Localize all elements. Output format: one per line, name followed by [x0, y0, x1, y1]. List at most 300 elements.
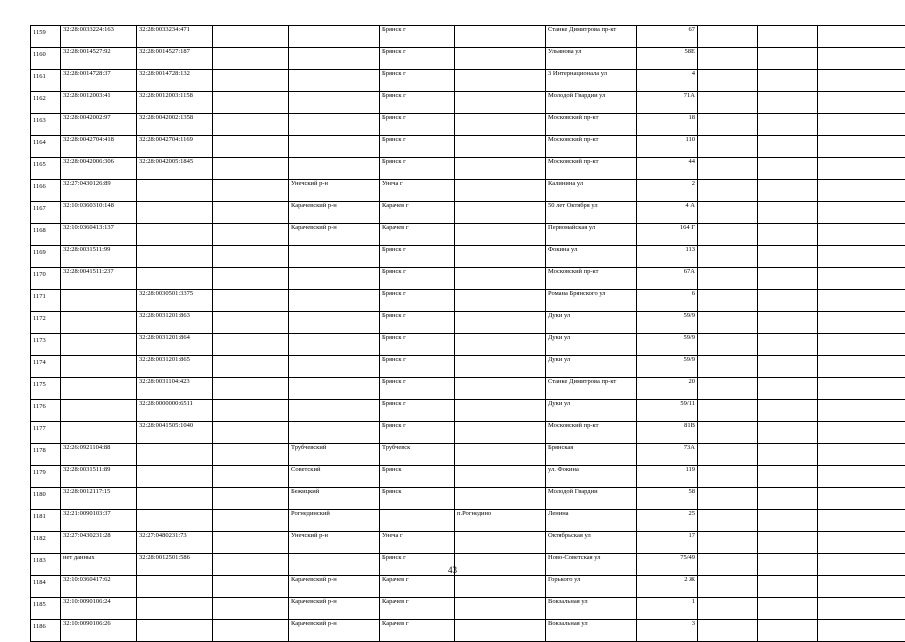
- table-cell: Романа Брянского ул: [546, 290, 637, 312]
- table-cell: [698, 70, 758, 92]
- table-cell: 32:28:0042005:1845: [137, 158, 213, 180]
- table-cell: 1160: [31, 48, 61, 70]
- table-cell: [213, 488, 289, 510]
- table-cell: 32:28:0014527:92: [61, 48, 137, 70]
- table-cell: Унеча г: [380, 180, 455, 202]
- table-cell: [818, 114, 905, 136]
- table-cell: Горького ул: [546, 576, 637, 598]
- table-cell: Бежицкий: [289, 488, 380, 510]
- table-cell: [289, 290, 380, 312]
- table-cell: [213, 48, 289, 70]
- table-cell: [758, 334, 818, 356]
- table-cell: [758, 26, 818, 48]
- table-cell: [698, 356, 758, 378]
- table-cell: [758, 422, 818, 444]
- table-cell: [137, 466, 213, 488]
- table-cell: Брянск г: [380, 136, 455, 158]
- table-cell: [213, 334, 289, 356]
- table-cell: 32:28:0031511:89: [61, 466, 137, 488]
- table-cell: [758, 620, 818, 642]
- table-cell: [698, 532, 758, 554]
- table-cell: [289, 268, 380, 290]
- table-cell: 110: [637, 136, 698, 158]
- table-cell: Фокина ул: [546, 246, 637, 268]
- table-cell: 32:28:0031201:864: [137, 334, 213, 356]
- table-cell: Унечский р-н: [289, 180, 380, 202]
- table-cell: [455, 158, 546, 180]
- table-cell: Молодой Гвардии ул: [546, 92, 637, 114]
- table-cell: 164 Г: [637, 224, 698, 246]
- table-cell: Брянск г: [380, 158, 455, 180]
- table-cell: Карачевский р-н: [289, 202, 380, 224]
- table-cell: [818, 136, 905, 158]
- table-row: [31, 26, 905, 48]
- table-cell: Карачевский р-н: [289, 224, 380, 246]
- table-cell: Московский пр-кт: [546, 136, 637, 158]
- table-cell: [289, 136, 380, 158]
- table-row: [31, 598, 905, 620]
- table-cell: 2: [637, 180, 698, 202]
- table-cell: [818, 488, 905, 510]
- table-cell: 1170: [31, 268, 61, 290]
- table-cell: [61, 290, 137, 312]
- table-cell: [61, 400, 137, 422]
- table-cell: [758, 466, 818, 488]
- table-cell: 32:10:0360310:148: [61, 202, 137, 224]
- table-cell: Брянск г: [380, 554, 455, 576]
- table-cell: 59/9: [637, 356, 698, 378]
- table-cell: [61, 312, 137, 334]
- table-cell: Вокзальная ул: [546, 598, 637, 620]
- table-cell: [698, 202, 758, 224]
- table-cell: 32:28:0000000:6511: [137, 400, 213, 422]
- table-cell: Московский пр-кт: [546, 422, 637, 444]
- table-cell: 32:28:0031104:423: [137, 378, 213, 400]
- table-cell: [213, 466, 289, 488]
- table-cell: Ново-Советская ул: [546, 554, 637, 576]
- table-row: [31, 158, 905, 180]
- table-cell: [818, 180, 905, 202]
- table-cell: 32:28:0014728:37: [61, 70, 137, 92]
- table-cell: [818, 334, 905, 356]
- table-cell: [213, 136, 289, 158]
- table-cell: 32:28:0042006:306: [61, 158, 137, 180]
- table-cell: 32:28:0031511:99: [61, 246, 137, 268]
- table-cell: [698, 48, 758, 70]
- table-cell: 50 лет Октября ул: [546, 202, 637, 224]
- table-cell: [213, 158, 289, 180]
- table-cell: Станке Димитрова пр-кт: [546, 26, 637, 48]
- table-cell: [758, 48, 818, 70]
- table-cell: 17: [637, 532, 698, 554]
- table-cell: [698, 26, 758, 48]
- table-cell: Брянская: [546, 444, 637, 466]
- table-cell: [698, 620, 758, 642]
- table-cell: [289, 114, 380, 136]
- table-cell: Карачев г: [380, 576, 455, 598]
- table-cell: [289, 246, 380, 268]
- table-cell: 32:28:0041511:237: [61, 268, 137, 290]
- table-cell: [137, 444, 213, 466]
- table-row: [31, 48, 905, 70]
- table-cell: [698, 158, 758, 180]
- table-row: [31, 312, 905, 334]
- table-cell: 1177: [31, 422, 61, 444]
- page-number: 43: [0, 565, 905, 575]
- table-cell: [818, 224, 905, 246]
- table-cell: [698, 92, 758, 114]
- table-cell: Брянск г: [380, 26, 455, 48]
- table-cell: [455, 26, 546, 48]
- table-cell: 73А: [637, 444, 698, 466]
- table-cell: [213, 224, 289, 246]
- table-cell: [137, 598, 213, 620]
- table-cell: 32:28:0041505:1040: [137, 422, 213, 444]
- table-cell: [213, 92, 289, 114]
- table-cell: [758, 202, 818, 224]
- table-cell: [698, 510, 758, 532]
- table-cell: 32:10:0090106:24: [61, 598, 137, 620]
- table-cell: [61, 378, 137, 400]
- table-cell: Дуки ул: [546, 312, 637, 334]
- table-cell: [758, 158, 818, 180]
- table-cell: [818, 246, 905, 268]
- table-cell: п.Рогнедино: [455, 510, 546, 532]
- table-row: [31, 400, 905, 422]
- table-cell: 1171: [31, 290, 61, 312]
- table-cell: [758, 576, 818, 598]
- table-cell: [213, 620, 289, 642]
- table-cell: [698, 246, 758, 268]
- table-cell: [213, 510, 289, 532]
- table-cell: [455, 378, 546, 400]
- table-cell: ул. Фокина: [546, 466, 637, 488]
- table-cell: [213, 532, 289, 554]
- table-cell: Рогнединский: [289, 510, 380, 532]
- table-cell: [455, 70, 546, 92]
- register-table: [30, 25, 905, 642]
- table-cell: [289, 26, 380, 48]
- table-cell: Брянск г: [380, 422, 455, 444]
- table-cell: [137, 224, 213, 246]
- table-cell: 67А: [637, 268, 698, 290]
- table-cell: [818, 70, 905, 92]
- table-cell: [818, 268, 905, 290]
- table-cell: [818, 312, 905, 334]
- table-cell: [698, 224, 758, 246]
- table-cell: [455, 488, 546, 510]
- table-cell: 1163: [31, 114, 61, 136]
- table-cell: 1182: [31, 532, 61, 554]
- table-cell: [698, 598, 758, 620]
- table-cell: Карачевский р-н: [289, 576, 380, 598]
- table-cell: 58Е: [637, 48, 698, 70]
- table-cell: 1166: [31, 180, 61, 202]
- table-cell: [818, 356, 905, 378]
- table-cell: [137, 576, 213, 598]
- table-cell: [698, 444, 758, 466]
- table-cell: [455, 422, 546, 444]
- table-cell: [455, 444, 546, 466]
- table-cell: 1181: [31, 510, 61, 532]
- table-cell: 25: [637, 510, 698, 532]
- table-cell: 32:26:0921104:88: [61, 444, 137, 466]
- table-cell: [137, 620, 213, 642]
- table-cell: [818, 510, 905, 532]
- table-cell: 1168: [31, 224, 61, 246]
- table-cell: 3 Интернационала ул: [546, 70, 637, 92]
- table-cell: 1169: [31, 246, 61, 268]
- table-cell: [758, 532, 818, 554]
- table-cell: [213, 268, 289, 290]
- table-cell: [213, 114, 289, 136]
- table-cell: [758, 180, 818, 202]
- table-row: [31, 620, 905, 642]
- table-cell: [698, 114, 758, 136]
- table-cell: Брянск г: [380, 290, 455, 312]
- table-cell: [380, 510, 455, 532]
- table-cell: 32:28:0012501:586: [137, 554, 213, 576]
- table-cell: [758, 70, 818, 92]
- table-cell: 1185: [31, 598, 61, 620]
- table-cell: 18: [637, 114, 698, 136]
- table-cell: 59/9: [637, 334, 698, 356]
- table-cell: Московский пр-кт: [546, 114, 637, 136]
- table-cell: [698, 400, 758, 422]
- table-cell: 71А: [637, 92, 698, 114]
- table-cell: 1172: [31, 312, 61, 334]
- table-cell: Брянск: [380, 466, 455, 488]
- table-cell: [818, 466, 905, 488]
- table-cell: [455, 180, 546, 202]
- table-cell: 1161: [31, 70, 61, 92]
- table-cell: Станке Димитрова пр-кт: [546, 378, 637, 400]
- table-row: [31, 488, 905, 510]
- table-cell: [818, 48, 905, 70]
- table-row: [31, 334, 905, 356]
- table-cell: [61, 334, 137, 356]
- table-cell: [758, 400, 818, 422]
- table-cell: [137, 268, 213, 290]
- table-cell: 1162: [31, 92, 61, 114]
- table-cell: 32:10:0090106:26: [61, 620, 137, 642]
- table-cell: Брянск г: [380, 268, 455, 290]
- table-cell: [818, 400, 905, 422]
- table-cell: 1165: [31, 158, 61, 180]
- table-cell: [213, 422, 289, 444]
- table-cell: 6: [637, 290, 698, 312]
- table-cell: [758, 378, 818, 400]
- table-cell: 1179: [31, 466, 61, 488]
- table-cell: Карачев г: [380, 598, 455, 620]
- table-cell: 32:28:0012117:15: [61, 488, 137, 510]
- table-cell: 32:28:0012003:41: [61, 92, 137, 114]
- table-cell: 32:28:0042002:97: [61, 114, 137, 136]
- table-cell: Карачев г: [380, 202, 455, 224]
- table-cell: 1178: [31, 444, 61, 466]
- table-cell: [455, 466, 546, 488]
- table-cell: Октябрьская ул: [546, 532, 637, 554]
- table-cell: 1: [637, 598, 698, 620]
- table-cell: [698, 268, 758, 290]
- table-cell: [818, 422, 905, 444]
- table-cell: [698, 180, 758, 202]
- table-cell: Брянск г: [380, 70, 455, 92]
- table-cell: Брянск г: [380, 48, 455, 70]
- table-cell: Вокзальная ул: [546, 620, 637, 642]
- table-cell: [758, 268, 818, 290]
- table-cell: [213, 356, 289, 378]
- table-cell: 32:28:0014527:187: [137, 48, 213, 70]
- table-cell: Московский пр-кт: [546, 158, 637, 180]
- table-row: [31, 246, 905, 268]
- table-row: [31, 180, 905, 202]
- table-row: [31, 70, 905, 92]
- table-cell: [213, 312, 289, 334]
- table-cell: [213, 246, 289, 268]
- table-cell: Дуки ул: [546, 334, 637, 356]
- table-cell: [289, 422, 380, 444]
- table-cell: Калинина ул: [546, 180, 637, 202]
- table-cell: Брянск г: [380, 334, 455, 356]
- table-cell: Брянск г: [380, 114, 455, 136]
- table-cell: [455, 136, 546, 158]
- table-cell: 59/11: [637, 400, 698, 422]
- table-cell: 32:28:0042704:1169: [137, 136, 213, 158]
- table-cell: 20: [637, 378, 698, 400]
- table-cell: 75/49: [637, 554, 698, 576]
- table-cell: [213, 400, 289, 422]
- table-cell: 113: [637, 246, 698, 268]
- table-cell: 32:28:0030501:3375: [137, 290, 213, 312]
- table-cell: [289, 92, 380, 114]
- table-cell: [455, 92, 546, 114]
- table-cell: [61, 356, 137, 378]
- table-cell: [455, 576, 546, 598]
- table-cell: 32:21:0090103:37: [61, 510, 137, 532]
- table-cell: 1159: [31, 26, 61, 48]
- table-cell: 1186: [31, 620, 61, 642]
- table-cell: Брянск г: [380, 312, 455, 334]
- table-cell: Советский: [289, 466, 380, 488]
- table-cell: [758, 290, 818, 312]
- table-cell: 32:28:0042704:418: [61, 136, 137, 158]
- table-cell: 1173: [31, 334, 61, 356]
- table-cell: Первомайская ул: [546, 224, 637, 246]
- table-cell: [289, 378, 380, 400]
- table-cell: Брянск г: [380, 378, 455, 400]
- table-cell: [758, 114, 818, 136]
- table-cell: [213, 70, 289, 92]
- table-cell: [698, 378, 758, 400]
- table-cell: Унечский р-н: [289, 532, 380, 554]
- table-cell: [213, 576, 289, 598]
- table-cell: [758, 356, 818, 378]
- table-cell: [137, 510, 213, 532]
- table-cell: [137, 488, 213, 510]
- register-table-body: [31, 26, 905, 642]
- table-cell: [698, 422, 758, 444]
- table-cell: [818, 576, 905, 598]
- table-cell: Трубчевский: [289, 444, 380, 466]
- table-cell: Ленина: [546, 510, 637, 532]
- table-cell: [213, 202, 289, 224]
- table-row: [31, 510, 905, 532]
- table-cell: 3: [637, 620, 698, 642]
- table-cell: 1176: [31, 400, 61, 422]
- table-cell: 32:27:0430126:89: [61, 180, 137, 202]
- table-cell: Карачев г: [380, 620, 455, 642]
- table-cell: Брянск г: [380, 246, 455, 268]
- table-cell: [289, 334, 380, 356]
- table-cell: [698, 136, 758, 158]
- table-cell: [289, 400, 380, 422]
- table-cell: [455, 224, 546, 246]
- table-row: [31, 576, 905, 598]
- table-cell: Карачевский р-н: [289, 598, 380, 620]
- table-cell: [137, 246, 213, 268]
- table-cell: 1164: [31, 136, 61, 158]
- table-cell: 4: [637, 70, 698, 92]
- table-cell: 32:28:0031201:863: [137, 312, 213, 334]
- table-cell: нет данных: [61, 554, 137, 576]
- table-cell: [698, 312, 758, 334]
- table-cell: [455, 400, 546, 422]
- table-cell: [758, 444, 818, 466]
- table-cell: 67: [637, 26, 698, 48]
- table-cell: [61, 422, 137, 444]
- table-row: [31, 356, 905, 378]
- table-cell: [137, 180, 213, 202]
- table-cell: 58: [637, 488, 698, 510]
- table-cell: Московский пр-кт: [546, 268, 637, 290]
- table-cell: [289, 312, 380, 334]
- table-cell: 1184: [31, 576, 61, 598]
- table-cell: 1183: [31, 554, 61, 576]
- table-cell: Брянск: [380, 488, 455, 510]
- table-cell: [455, 268, 546, 290]
- table-cell: [818, 598, 905, 620]
- table-cell: [289, 70, 380, 92]
- table-cell: 32:10:0360417:62: [61, 576, 137, 598]
- table-cell: Дуки ул: [546, 356, 637, 378]
- table-cell: [698, 488, 758, 510]
- table-row: [31, 444, 905, 466]
- table-cell: [818, 532, 905, 554]
- table-cell: [698, 334, 758, 356]
- table-row: [31, 114, 905, 136]
- table-cell: [758, 598, 818, 620]
- table-cell: Унеча г: [380, 532, 455, 554]
- table-cell: [289, 48, 380, 70]
- table-cell: 59/9: [637, 312, 698, 334]
- table-cell: [455, 532, 546, 554]
- table-cell: Ульянова ул: [546, 48, 637, 70]
- table-cell: 32:28:0042002:1358: [137, 114, 213, 136]
- table-cell: [818, 444, 905, 466]
- table-cell: [758, 224, 818, 246]
- table-cell: [289, 356, 380, 378]
- table-cell: Трубчевск: [380, 444, 455, 466]
- table-cell: Карачевский р-н: [289, 620, 380, 642]
- table-cell: [758, 510, 818, 532]
- table-cell: [213, 598, 289, 620]
- table-cell: [698, 576, 758, 598]
- table-cell: [698, 290, 758, 312]
- table-cell: [455, 334, 546, 356]
- table-cell: [213, 180, 289, 202]
- table-cell: 1175: [31, 378, 61, 400]
